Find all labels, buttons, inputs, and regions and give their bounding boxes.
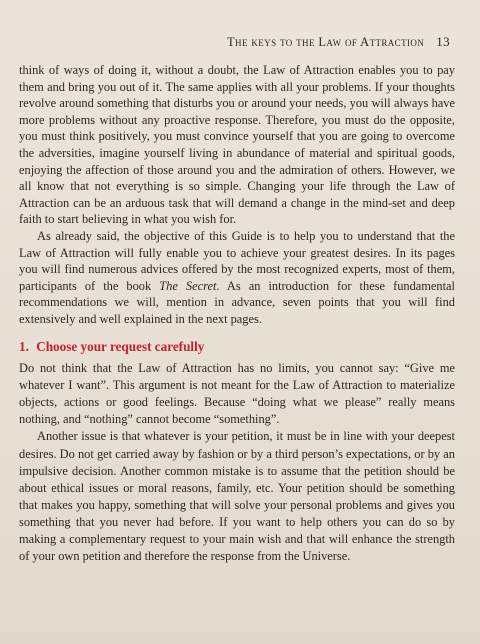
chapter-title: The keys to the Law of Attraction bbox=[227, 35, 425, 49]
paragraph-1: think of ways of doing it, without a doubt, the Law of Attraction enables you to pay them and bring you out of it. The same applies with all your problems. If your thoughts revolve around something that disturbs you or around your needs, you will always have more problems without any proactive response. Therefore, you must do the opposite, you must think positively, you must convince yourself that you are going to overcome the adversities, imagine yourself living in abundance of material and spiritual goods, enjoying the affection of those around you and the admiration of others. However, we all know that not everything is so simple. Changing your life through the Law of Attraction can be an arduous task that will demand a change in the mind-set and deep faith to start believing in what you wish for. bbox=[19, 63, 455, 227]
section-body bbox=[19, 360, 455, 565]
book-title: The Secret bbox=[159, 278, 217, 293]
paragraph-4: Another issue is that whatever is your petition, it must be in line with your deepest desires. Do not get carried away by fashion or by a third person’s expectations, or by an impulsive decision. Another common mistake is to assume that the petition should be about ethical issues or moral reasons, family, etc. Your petition should be something that makes you happy, something that will solve your personal problems and gives you something that you never had before. If you want to help others you can do so by making a complementary request to your main wish and that will enhance the strength of your own petition and therefore the response from the Universe. bbox=[19, 429, 455, 564]
section-title: Choose your request carefully bbox=[36, 338, 205, 354]
section-number: 1. bbox=[19, 338, 29, 354]
paragraph-3: Do not think that the Law of Attraction has no limits, you cannot say: “Give me whatever I want”. This argument is not meant for the Law of Attraction to materialize objects, actions or good feelings. Because “doing what we please” really means nothing, and “nothing” cannot become “something”. bbox=[19, 361, 455, 427]
running-head bbox=[227, 34, 450, 50]
page-number: 13 bbox=[436, 34, 450, 49]
paragraph-2 bbox=[19, 228, 455, 328]
page-body bbox=[19, 62, 455, 565]
paragraph-2-start: As already said, the objective of this Guide is to help you to understand that the Law of Attraction will fully enable you to achieve your greatest desires. In its pages you will find numerous advices offered by the most recognized experts, most of them, participants of the book bbox=[19, 228, 455, 293]
paragraph-2-end: . As an introduction for these fundamental recommendations we will, mention in advance, seven points that you will find extensively and well explained in the next pages. bbox=[19, 278, 456, 326]
section-heading bbox=[19, 339, 455, 356]
